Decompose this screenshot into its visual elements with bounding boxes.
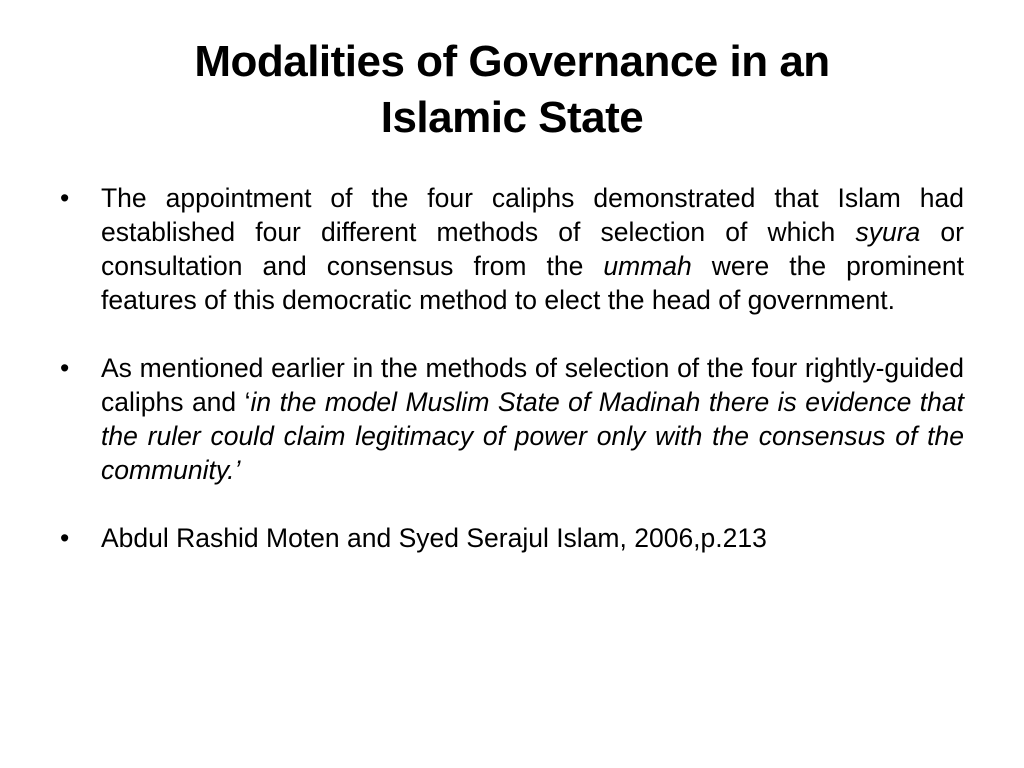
text-segment: The appointment of the four caliphs demonstrated that Islam had established four different methods of selection of which: [101, 183, 964, 247]
text-segment-italic: in the model Muslim State of Madinah there is evidence that the ruler could claim legitimacy of power only with the consensus of the community.’: [101, 387, 964, 485]
bullet-icon: •: [60, 523, 70, 553]
bullet-item: [56, 521, 964, 555]
citation-text: Abdul Rashid Moten and Syed Serajul Islam, 2006,p.213: [101, 523, 767, 553]
text-segment: were the prominent features of this democratic method to elect the head of government.: [101, 251, 964, 315]
text-segment-italic: syura: [855, 217, 921, 247]
bullet-icon: •: [60, 353, 70, 383]
title-line: Islamic State: [380, 93, 644, 142]
bullet-text: [101, 183, 964, 315]
bullet-item: [56, 351, 964, 487]
bullet-item: [56, 181, 964, 317]
text-segment-italic: ummah: [603, 251, 692, 281]
bullet-icon: •: [60, 183, 70, 213]
slide-title: [80, 34, 944, 146]
text-segment: or consultation and consensus from the: [101, 217, 964, 281]
title-line: Modalities of Governance in an: [194, 37, 830, 86]
bullet-list: [56, 181, 964, 555]
bullet-text: [101, 353, 964, 485]
text-segment: As mentioned earlier in the methods of selection of the four rightly-guided caliphs and ‘: [101, 353, 964, 417]
